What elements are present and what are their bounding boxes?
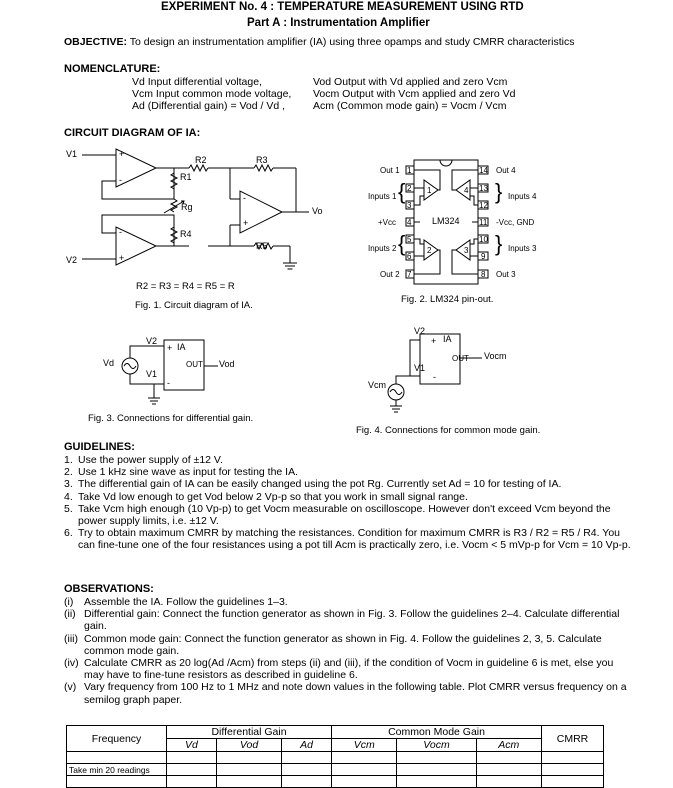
fig4-v1: V1 bbox=[414, 363, 426, 373]
resistor-r2 bbox=[189, 165, 208, 171]
observations-list bbox=[64, 596, 636, 706]
nomenclature-heading: NOMENCLATURE: bbox=[64, 63, 161, 75]
nomenclature-right-1: Vocm Output with Vcm applied and zero Vd bbox=[313, 88, 516, 100]
objective bbox=[64, 36, 574, 48]
guideline-text: Take Vcm high enough (10 Vp-p) to get Vocm measurable on oscilloscope. However don't exceed Vcm beyond the power supply limits, i.e. ±12 V. bbox=[78, 502, 611, 528]
header-acm: Acm bbox=[476, 739, 541, 752]
guideline-text: Take Vd low enough to get Vod below 2 Vp-p so that you work in small signal range. bbox=[78, 490, 468, 503]
pin-14: 14 bbox=[479, 166, 488, 175]
observation-number: (v) bbox=[64, 681, 77, 694]
label-r3: R3 bbox=[256, 155, 268, 165]
fig3-ia: IA bbox=[177, 342, 186, 352]
guideline-text: Use 1 kHz sine wave as input for testing the IA. bbox=[78, 466, 299, 479]
objective-text: To design an instrumentation amplifier (IA) using three opamps and study CMRR characteristics bbox=[129, 36, 575, 48]
label-r2: R2 bbox=[195, 155, 207, 165]
label-out3: Out 3 bbox=[496, 270, 516, 279]
header-vod: Vod bbox=[216, 739, 281, 752]
brace-inputs2: { bbox=[398, 231, 406, 256]
nomenclature-left-1: Vcm Input common mode voltage, bbox=[132, 88, 292, 100]
fig3-plus: + bbox=[167, 343, 173, 353]
fig3-v1: V1 bbox=[146, 369, 158, 379]
observation-item bbox=[64, 681, 636, 705]
observations-heading: OBSERVATIONS: bbox=[64, 583, 154, 595]
nomenclature-right-0: Vod Output with Vd applied and zero Vcm bbox=[313, 76, 508, 88]
fig4-v2: V2 bbox=[414, 326, 426, 336]
fig3-out: OUT bbox=[186, 360, 203, 369]
amp-number-4: 4 bbox=[464, 186, 469, 195]
label-opamp1-plus: + bbox=[119, 149, 125, 159]
pin-13: 13 bbox=[479, 184, 488, 193]
guideline-item bbox=[64, 491, 636, 503]
observation-number: (iii) bbox=[64, 632, 78, 645]
pin-8: 8 bbox=[481, 270, 486, 279]
label-opamp1-minus: - bbox=[119, 175, 122, 185]
brace-inputs1: { bbox=[398, 179, 406, 204]
observation-text: Calculate CMRR as 20 log(Ad /Acm) from steps (ii) and (iii), if the condition of Vocm in guideline 6 is met, else you may have to fine-tune resistors as described in guideline 6. bbox=[84, 657, 614, 682]
label-r5: R5 bbox=[256, 241, 268, 251]
fig4-ia: IA bbox=[443, 334, 452, 344]
header-ad: Ad bbox=[282, 739, 332, 752]
observation-text: Differential gain: Connect the function generator as shown in Fig. 3. Follow the guidelines 2–4. Calculate differential gain. bbox=[84, 608, 620, 633]
guideline-number: 3. bbox=[64, 478, 73, 491]
fig3-caption: Fig. 3. Connections for differential gain. bbox=[88, 413, 254, 424]
label-inputs2: Inputs 2 bbox=[368, 244, 397, 253]
guideline-item bbox=[64, 503, 636, 527]
guideline-item bbox=[64, 466, 636, 478]
pin-12: 12 bbox=[479, 201, 488, 210]
nomenclature-left-0: Vd Input differential voltage, bbox=[132, 76, 262, 88]
pin-6: 6 bbox=[407, 252, 412, 261]
header-frequency: Frequency bbox=[67, 726, 167, 752]
table-row bbox=[67, 752, 604, 764]
label-r1: R1 bbox=[180, 172, 192, 182]
fig4-vcm: Vcm bbox=[368, 380, 386, 390]
label-out2: Out 2 bbox=[380, 270, 400, 279]
observation-text: Vary frequency from 100 Hz to 1 MHz and note down values in the following table. Plot CMRR versus frequency on a semilog graph paper. bbox=[84, 681, 627, 706]
pin-2: 2 bbox=[407, 184, 412, 193]
fig3-vod: Vod bbox=[219, 359, 235, 369]
guidelines-list bbox=[64, 454, 636, 552]
label-inputs1: Inputs 1 bbox=[368, 192, 397, 201]
pin-3: 3 bbox=[407, 201, 412, 210]
objective-label: OBJECTIVE: bbox=[64, 36, 128, 48]
pin-7: 7 bbox=[407, 270, 412, 279]
observation-number: (iv) bbox=[64, 657, 79, 670]
header-cmrr: CMRR bbox=[542, 726, 604, 752]
guideline-item bbox=[64, 478, 636, 490]
label-inputs4: Inputs 4 bbox=[508, 192, 537, 201]
ia-circuit-diagram bbox=[64, 143, 324, 283]
label-v1: V1 bbox=[66, 149, 78, 159]
header-vd: Vd bbox=[167, 739, 217, 752]
pin-4: 4 bbox=[407, 218, 412, 227]
guideline-text: Try to obtain maximum CMRR by matching the resistances. Condition for maximum CMRR is R3 / R2 = R5 / R4. You can fine-tune one of the four resistances using a pot till Acm is practically zero, i.e. Vocm < 5 mVp-p for Vcm = 10 Vp-p. bbox=[78, 527, 631, 552]
guideline-number: 4. bbox=[64, 490, 73, 503]
nomenclature-left-2: Ad (Differential gain) = Vod / Vd , bbox=[132, 100, 286, 112]
guideline-number: 6. bbox=[64, 527, 73, 540]
resistor-r3 bbox=[254, 165, 273, 171]
amp-number-1: 1 bbox=[427, 186, 432, 195]
header-differential-gain: Differential Gain bbox=[167, 726, 332, 739]
fig1-caption: Fig. 1. Circuit diagram of IA. bbox=[135, 300, 253, 311]
amp-number-2: 2 bbox=[427, 246, 432, 255]
brace-inputs4: } bbox=[495, 179, 503, 204]
fig4-diagram bbox=[366, 326, 516, 418]
observation-item bbox=[64, 608, 636, 632]
page-title: EXPERIMENT No. 4 : TEMPERATURE MEASUREMENT USING RTD bbox=[161, 1, 524, 13]
label-rg: Rg bbox=[181, 202, 193, 212]
resistor-equation: R2 = R3 = R4 = R5 = R bbox=[136, 281, 235, 292]
label-opamp2-minus: - bbox=[119, 227, 122, 237]
observation-text: Common mode gain: Connect the function generator as shown in Fig. 4. Follow the guidelines 2, 3, 5. Calculate common mode gain. bbox=[84, 632, 602, 657]
pin-11: 11 bbox=[479, 218, 488, 227]
label-vcc: +Vcc bbox=[378, 218, 397, 227]
observation-table bbox=[66, 725, 604, 788]
table-row bbox=[67, 776, 604, 788]
fig4-plus: + bbox=[431, 336, 437, 346]
guideline-text: Use the power supply of ±12 V. bbox=[78, 454, 223, 466]
fig4-caption: Fig. 4. Connections for common mode gain. bbox=[356, 425, 541, 436]
circuit-heading: CIRCUIT DIAGRAM OF IA: bbox=[64, 127, 201, 139]
label-opamp3-plus: + bbox=[243, 218, 249, 228]
observation-text: Assemble the IA. Follow the guidelines 1–3. bbox=[84, 596, 288, 608]
label-opamp3-minus: - bbox=[243, 193, 246, 203]
label-vo: Vo bbox=[312, 206, 323, 216]
label-vcc-gnd: -Vcc, GND bbox=[496, 218, 535, 227]
observation-item bbox=[64, 633, 636, 657]
guidelines-heading: GUIDELINES: bbox=[64, 441, 135, 453]
header-vcm: Vcm bbox=[332, 739, 397, 752]
header-common-mode-gain: Common Mode Gain bbox=[332, 726, 542, 739]
nomenclature-right-2: Acm (Common mode gain) = Vocm / Vcm bbox=[313, 100, 507, 112]
fig4-vocm: Vocm bbox=[484, 351, 507, 361]
chip-name: LM324 bbox=[432, 216, 460, 226]
pin-5: 5 bbox=[407, 235, 412, 244]
fig3-vd: Vd bbox=[103, 358, 115, 368]
fig2-caption: Fig. 2. LM324 pin-out. bbox=[401, 294, 494, 305]
readings-note: Take min 20 readings bbox=[67, 764, 167, 776]
label-opamp2-plus: + bbox=[119, 253, 125, 263]
guideline-number: 2. bbox=[64, 466, 73, 479]
pin-1: 1 bbox=[407, 166, 412, 175]
guideline-number: 5. bbox=[64, 502, 73, 515]
pin-10: 10 bbox=[479, 235, 488, 244]
guideline-item bbox=[64, 454, 636, 466]
label-out1: Out 1 bbox=[380, 166, 400, 175]
label-r4: R4 bbox=[180, 229, 192, 239]
page-subtitle: Part A : Instrumentation Amplifier bbox=[247, 17, 430, 29]
guideline-number: 1. bbox=[64, 454, 73, 466]
label-inputs3: Inputs 3 bbox=[508, 244, 537, 253]
fig4-minus: - bbox=[433, 372, 436, 382]
observation-number: (ii) bbox=[64, 608, 76, 621]
fig3-v2: V2 bbox=[146, 336, 158, 346]
observation-number: (i) bbox=[64, 596, 74, 608]
fig3-minus: - bbox=[167, 378, 170, 388]
table-row bbox=[67, 764, 604, 776]
guideline-text: The differential gain of IA can be easily changed using the pot Rg. Currently set Ad = 10 for testing of IA. bbox=[78, 478, 562, 491]
label-v2: V2 bbox=[66, 255, 78, 265]
brace-inputs3: } bbox=[495, 231, 503, 256]
fig4-out: OUT bbox=[452, 354, 469, 363]
label-out4: Out 4 bbox=[496, 166, 516, 175]
header-vocm: Vocm bbox=[397, 739, 476, 752]
guideline-item bbox=[64, 527, 636, 551]
pin-9: 9 bbox=[481, 252, 486, 261]
observation-item bbox=[64, 657, 636, 681]
amp-number-3: 3 bbox=[464, 246, 469, 255]
observation-item bbox=[64, 596, 636, 608]
